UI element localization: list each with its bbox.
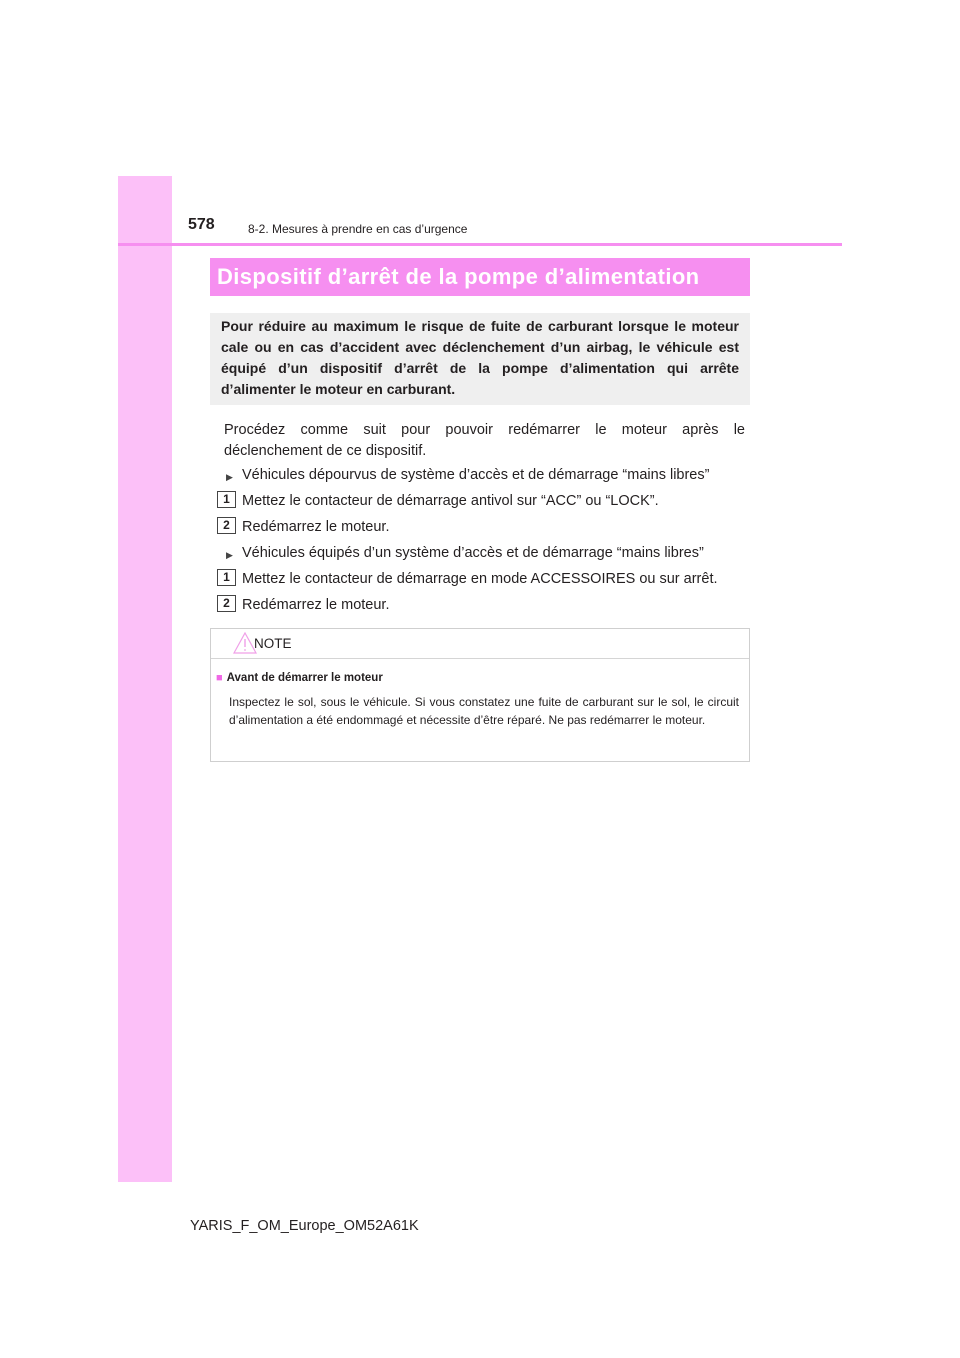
- note-label: NOTE: [254, 636, 292, 651]
- intro-text: Pour réduire au maximum le risque de fuite de carburant lorsque le moteur cale ou en cas d’accident avec déclenchement d’un airbag, le véhicule est équipé d’un dispositif d’arrêt de la pompe d’alimentation qui arrête d’alimenter le moteur en carburant.: [221, 318, 739, 397]
- step-text: Redémarrez le moteur.: [242, 597, 390, 613]
- step-number-badge: 1: [217, 569, 236, 586]
- step-number-badge: 1: [217, 491, 236, 508]
- step-text: Mettez le contacteur de démarrage antivol sur “ACC” ou “LOCK”.: [242, 493, 659, 509]
- group-heading: Véhicules dépourvus de système d’accès et de démarrage “mains libres”: [242, 467, 710, 483]
- body-text: Procédez comme suit pour pouvoir redémarrer le moteur après le déclenchement de ce dispositif.: [224, 422, 745, 459]
- note-header: [211, 629, 749, 659]
- step-number-badge: 2: [217, 595, 236, 612]
- header-rule: [118, 243, 842, 246]
- triangle-right-icon: ▶: [226, 472, 233, 482]
- page-number: 578: [188, 216, 215, 233]
- footer-code: YARIS_F_OM_Europe_OM52A61K: [190, 1218, 419, 1234]
- step-text: Mettez le contacteur de démarrage en mode ACCESSOIRES ou sur arrêt.: [242, 571, 718, 587]
- square-bullet-icon: ■: [216, 672, 223, 684]
- title-banner: [210, 258, 750, 296]
- note-box: [210, 628, 750, 762]
- group-heading: Véhicules équipés d’un système d’accès et de démarrage “mains libres”: [242, 545, 704, 561]
- side-tab: [118, 176, 172, 1182]
- page-title: Dispositif d’arrêt de la pompe d’alimentation: [217, 264, 700, 289]
- note-item-heading: [216, 672, 383, 684]
- intro-box: [210, 313, 750, 405]
- note-item-title: Avant de démarrer le moteur: [226, 672, 383, 684]
- triangle-right-icon: ▶: [226, 550, 233, 560]
- step-number-badge: 2: [217, 517, 236, 534]
- section-label: 8-2. Mesures à prendre en cas d’urgence: [248, 222, 468, 236]
- step-text: Redémarrez le moteur.: [242, 519, 390, 535]
- note-item-text: Inspectez le sol, sous le véhicule. Si vous constatez une fuite de carburant sur le sol, le circuit d’alimentation a été endommagé et nécessite d’être réparé. Ne pas redémarrer le moteur.: [229, 695, 739, 727]
